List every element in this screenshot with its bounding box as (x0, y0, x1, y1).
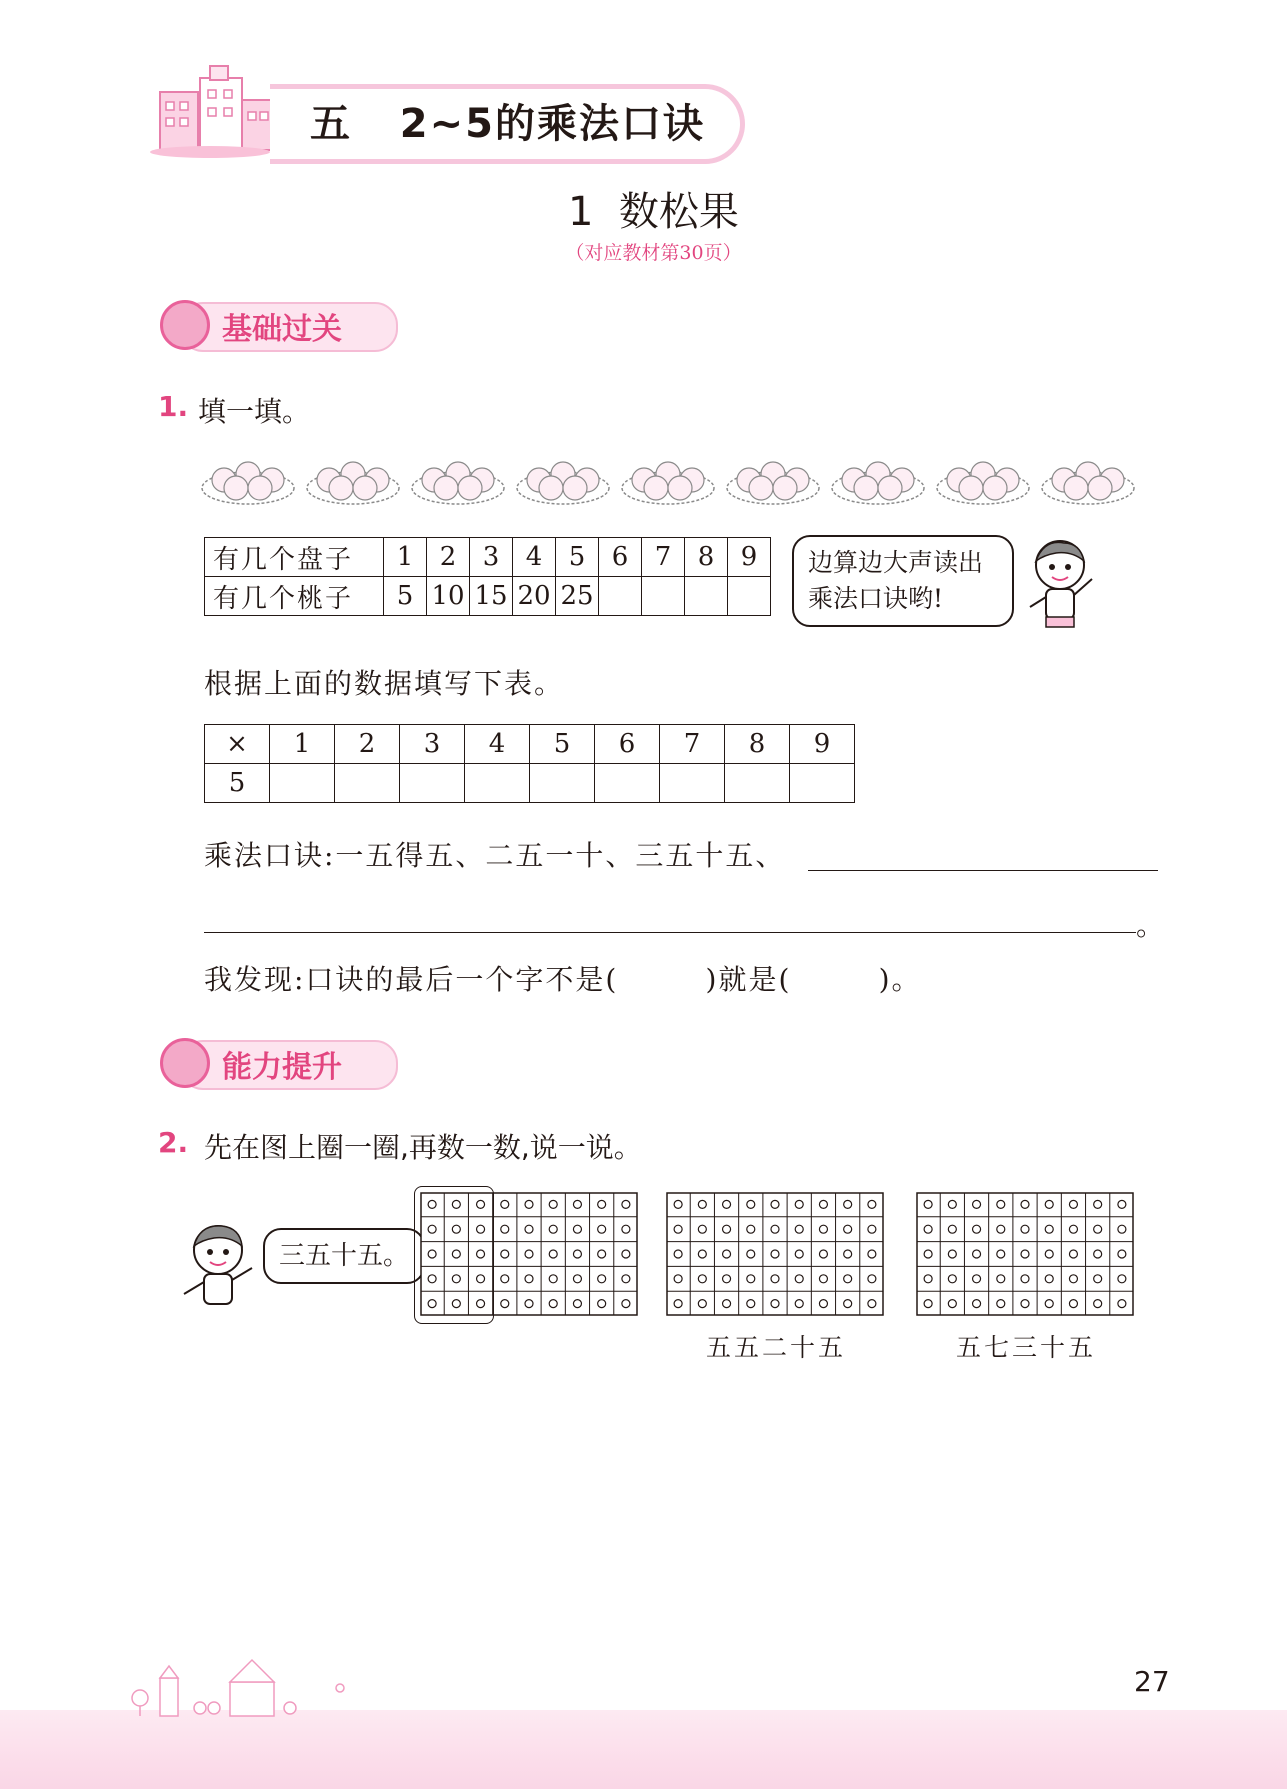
grid-dot (819, 1225, 827, 1233)
grid-dot (868, 1275, 876, 1283)
grid-dot (622, 1275, 630, 1283)
answer-cell[interactable] (530, 764, 595, 803)
grid-dot (1069, 1200, 1077, 1208)
grid-dot (771, 1225, 779, 1233)
table-header-cell: 4 (465, 725, 530, 764)
grid-dot (1021, 1250, 1029, 1258)
grid-dot (674, 1250, 682, 1258)
section-title-basic: 基础过关 (222, 312, 342, 347)
grid-dot (1118, 1300, 1126, 1308)
grid-dot (549, 1275, 557, 1283)
header-illustration (150, 60, 280, 160)
grid-dot (973, 1275, 981, 1283)
grid-dot (598, 1200, 606, 1208)
grid-dot (868, 1300, 876, 1308)
grid-dot (747, 1300, 755, 1308)
table-row (205, 538, 771, 577)
grid-dot (868, 1200, 876, 1208)
peach-plates-illustration (200, 450, 1150, 510)
answer-cell[interactable] (465, 764, 530, 803)
grid-dot (1045, 1200, 1053, 1208)
table-cell: 6 (599, 538, 642, 577)
rhyme-answer-line-1[interactable] (808, 870, 1158, 871)
peach-plates-row (200, 450, 1150, 510)
table-cell: 3 (470, 538, 513, 577)
table-cell: 5 (556, 538, 599, 577)
plates-peaches-table (204, 537, 771, 616)
grid-dot (924, 1225, 932, 1233)
lesson-reference: （对应教材第30页） (565, 242, 742, 264)
grid-dot (771, 1250, 779, 1258)
grid-dot (573, 1300, 581, 1308)
grid-dot (573, 1225, 581, 1233)
grid-dot (819, 1200, 827, 1208)
grid-dot (747, 1200, 755, 1208)
grid-caption-1: 五五二十五 (706, 1333, 847, 1362)
boy-character-icon (1020, 535, 1100, 635)
grid-dot (1094, 1250, 1102, 1258)
grid-dot (948, 1225, 956, 1233)
grid-dot (525, 1275, 533, 1283)
grid-dot (1069, 1300, 1077, 1308)
footer-band (0, 1710, 1287, 1789)
table-cell: 20 (513, 577, 556, 616)
table-cell: 9 (728, 538, 771, 577)
grid-dot (674, 1275, 682, 1283)
grid-dot (1094, 1300, 1102, 1308)
grid-dot (525, 1250, 533, 1258)
grid-dot (598, 1300, 606, 1308)
grid-dot (622, 1250, 630, 1258)
grid-dot (924, 1200, 932, 1208)
dot-grid (916, 1192, 1134, 1316)
grid-dot (1094, 1200, 1102, 1208)
section-title-advanced: 能力提升 (222, 1050, 342, 1085)
grid-dot (1021, 1300, 1029, 1308)
grid-dot (674, 1225, 682, 1233)
grid-dot (819, 1300, 827, 1308)
grid-dot (997, 1200, 1005, 1208)
chapter-title: 五 2~5的乘法口诀 (310, 101, 705, 147)
grid-dot (525, 1200, 533, 1208)
grid-dot (549, 1250, 557, 1258)
grid-dot (723, 1275, 731, 1283)
grid-dot (1045, 1300, 1053, 1308)
table-cell: 5 (384, 577, 427, 616)
answer-cell[interactable] (335, 764, 400, 803)
grid-dot (501, 1275, 509, 1283)
grid-dot (1094, 1275, 1102, 1283)
grid-dot (674, 1200, 682, 1208)
grandma-avatar-icon (160, 1038, 210, 1088)
grid-dot (723, 1225, 731, 1233)
answer-cell[interactable] (642, 577, 685, 616)
table-header-cell: 7 (660, 725, 725, 764)
grid-dot (1045, 1225, 1053, 1233)
grid-dot (819, 1275, 827, 1283)
grid-dot (997, 1275, 1005, 1283)
table-header-cell: 5 (530, 725, 595, 764)
grid-dot (525, 1225, 533, 1233)
table-header-cell: 3 (400, 725, 465, 764)
grid-dot (723, 1250, 731, 1258)
grid-dot (501, 1300, 509, 1308)
answer-cell[interactable] (790, 764, 855, 803)
grid-dot (795, 1250, 803, 1258)
grid-dot (1045, 1275, 1053, 1283)
circled-columns-example (414, 1186, 494, 1324)
grid-dot (868, 1250, 876, 1258)
grid-dot (723, 1200, 731, 1208)
grid-dot (868, 1225, 876, 1233)
rhyme-answer-line-2[interactable] (204, 932, 1136, 933)
question-2-number: 2. (158, 1126, 189, 1159)
table-cell: 25 (556, 577, 599, 616)
girl-avatar-icon (160, 300, 210, 350)
answer-cell[interactable] (599, 577, 642, 616)
counting-grid-2[interactable] (666, 1192, 884, 1316)
grid-dot (573, 1200, 581, 1208)
grid-dot (973, 1250, 981, 1258)
grid-dot (924, 1275, 932, 1283)
grid-dot (674, 1300, 682, 1308)
grid-dot (1118, 1275, 1126, 1283)
grid-dot (771, 1200, 779, 1208)
answer-cell[interactable] (660, 764, 725, 803)
grid-dot (1045, 1250, 1053, 1258)
lesson-title: 1 数松果 (568, 189, 739, 235)
table-row-label: 有几个桃子 (205, 577, 384, 616)
grid-dot (997, 1300, 1005, 1308)
grid-dot (698, 1300, 706, 1308)
grid-dot (948, 1300, 956, 1308)
speech-bubble-hint: 边算边大声读出乘法口诀哟! (792, 535, 1014, 627)
table-cell: 5 (205, 764, 270, 803)
table-header-cell: × (205, 725, 270, 764)
dot-grid (666, 1192, 884, 1316)
grid-dot (622, 1300, 630, 1308)
grid-dot (501, 1250, 509, 1258)
rhyme-line: 乘法口诀:一五得五、二五一十、三五十五、 (204, 839, 786, 872)
grid-dot (973, 1225, 981, 1233)
answer-cell[interactable] (270, 764, 335, 803)
grid-dot (997, 1250, 1005, 1258)
grid-dot (525, 1300, 533, 1308)
grid-dot (501, 1200, 509, 1208)
grid-dot (844, 1275, 852, 1283)
grid-dot (771, 1275, 779, 1283)
grid-dot (819, 1250, 827, 1258)
end-mark: 。 (1136, 909, 1167, 942)
answer-cell[interactable] (400, 764, 465, 803)
footer-town-illustration (120, 1648, 420, 1718)
grid-dot (795, 1275, 803, 1283)
table-cell: 7 (642, 538, 685, 577)
grid-dot (795, 1200, 803, 1208)
multiplication-table (204, 724, 855, 803)
table-header-cell: 1 (270, 725, 335, 764)
grid-dot (747, 1250, 755, 1258)
instruction-text: 根据上面的数据填写下表。 (204, 667, 565, 700)
grid-dot (747, 1275, 755, 1283)
grid-dot (573, 1250, 581, 1258)
grid-dot (771, 1300, 779, 1308)
table-cell: 8 (685, 538, 728, 577)
table-cell: 10 (427, 577, 470, 616)
table-row (205, 725, 855, 764)
grid-dot (948, 1250, 956, 1258)
grid-dot (844, 1300, 852, 1308)
grid-dot (698, 1275, 706, 1283)
answer-cell[interactable] (685, 577, 728, 616)
boy-character-icon (178, 1218, 258, 1318)
grid-dot (747, 1225, 755, 1233)
grid-dot (598, 1250, 606, 1258)
grid-dot (1118, 1225, 1126, 1233)
table-header-cell: 6 (595, 725, 660, 764)
grid-dot (1118, 1200, 1126, 1208)
table-header-cell: 9 (790, 725, 855, 764)
grid-dot (549, 1200, 557, 1208)
counting-grid-3[interactable] (916, 1192, 1134, 1316)
grid-dot (501, 1225, 509, 1233)
grid-dot (598, 1225, 606, 1233)
grid-dot (698, 1225, 706, 1233)
grid-dot (1021, 1200, 1029, 1208)
question-1-title: 填一填。 (198, 395, 311, 428)
grid-dot (698, 1200, 706, 1208)
discovery-line: 我发现:口诀的最后一个字不是( )就是( )。 (204, 963, 922, 996)
grid-dot (844, 1250, 852, 1258)
grid-dot (723, 1300, 731, 1308)
grid-dot (1069, 1275, 1077, 1283)
table-cell: 15 (470, 577, 513, 616)
speech-bubble-rhyme: 三五十五。 (263, 1228, 425, 1284)
grid-dot (844, 1200, 852, 1208)
grid-dot (622, 1225, 630, 1233)
grid-dot (549, 1300, 557, 1308)
grid-dot (973, 1300, 981, 1308)
grid-dot (1069, 1250, 1077, 1258)
table-row-label: 有几个盘子 (205, 538, 384, 577)
question-1-number: 1. (158, 390, 189, 423)
grid-dot (997, 1225, 1005, 1233)
grid-dot (1069, 1225, 1077, 1233)
grid-dot (844, 1225, 852, 1233)
grid-dot (973, 1200, 981, 1208)
grid-dot (598, 1275, 606, 1283)
grid-dot (795, 1300, 803, 1308)
grid-dot (698, 1250, 706, 1258)
grid-dot (1094, 1225, 1102, 1233)
grid-caption-2: 五七三十五 (956, 1333, 1097, 1362)
question-2-title: 先在图上圈一圈,再数一数,说一说。 (204, 1131, 642, 1164)
grid-dot (622, 1200, 630, 1208)
grid-dot (795, 1225, 803, 1233)
table-header-cell: 2 (335, 725, 400, 764)
answer-cell[interactable] (728, 577, 771, 616)
table-header-cell: 8 (725, 725, 790, 764)
table-cell: 1 (384, 538, 427, 577)
table-cell: 2 (427, 538, 470, 577)
table-row (205, 764, 855, 803)
table-cell: 4 (513, 538, 556, 577)
grid-dot (1021, 1225, 1029, 1233)
grid-dot (948, 1275, 956, 1283)
answer-cell[interactable] (595, 764, 660, 803)
grid-dot (924, 1250, 932, 1258)
answer-cell[interactable] (725, 764, 790, 803)
grid-dot (573, 1275, 581, 1283)
grid-dot (924, 1300, 932, 1308)
grid-dot (1118, 1250, 1126, 1258)
grid-dot (1021, 1275, 1029, 1283)
grid-dot (948, 1200, 956, 1208)
page-number: 27 (1134, 1665, 1170, 1698)
grid-dot (549, 1225, 557, 1233)
table-row (205, 577, 771, 616)
